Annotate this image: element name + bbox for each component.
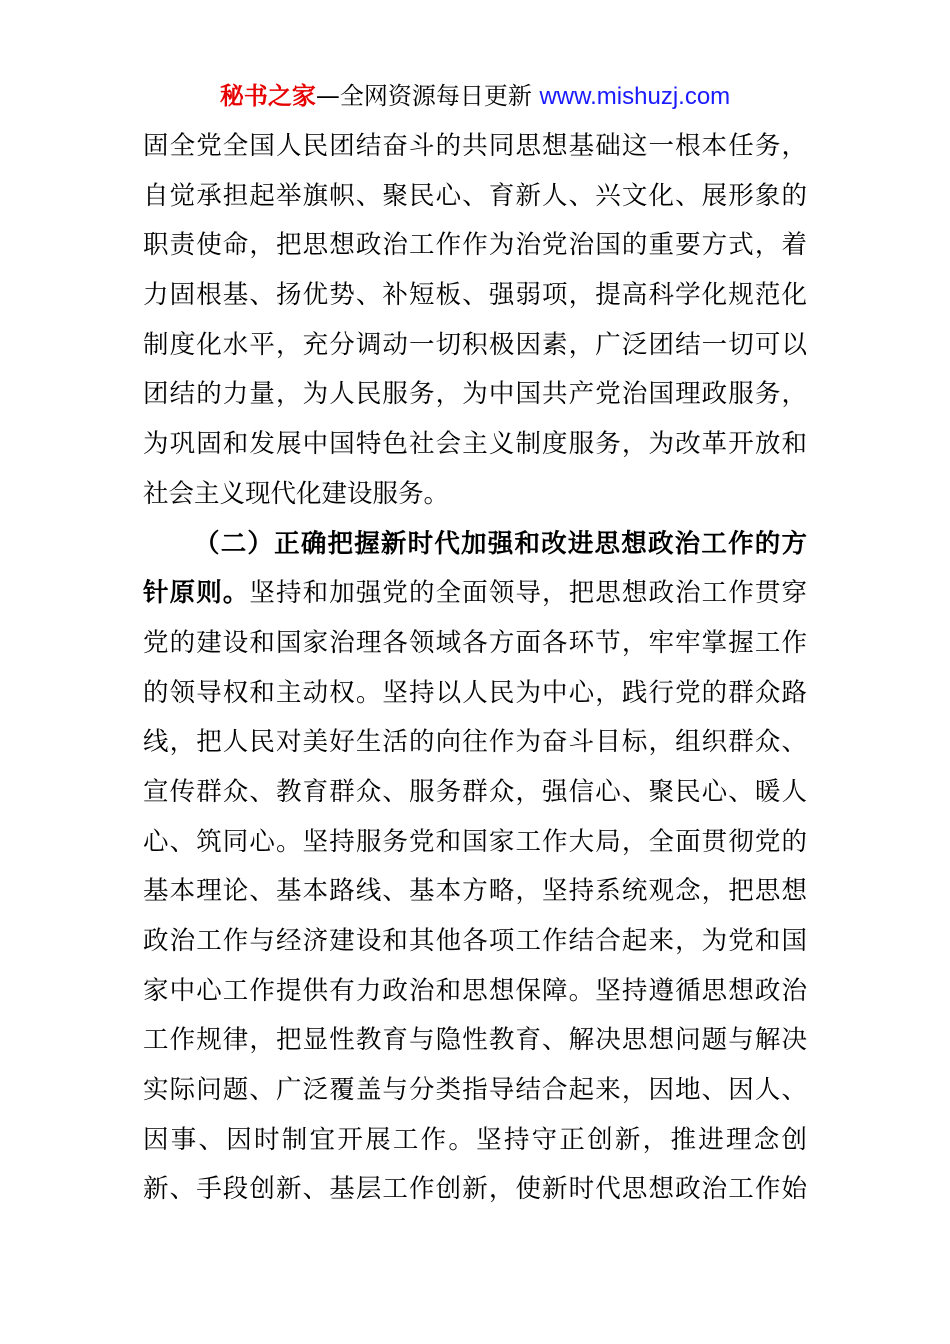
text-line-rest: 坚持和加强党的全面领导，把思想政治工作贯穿	[249, 578, 807, 609]
text-line: 的领导权和主动权。坚持以人民为中心，践行党的群众路	[143, 677, 807, 708]
paragraph-2	[143, 520, 807, 1216]
text-line: 自觉承担起举旗帜、聚民心、育新人、兴文化、展形象的	[143, 180, 807, 211]
paragraph-1	[143, 122, 807, 520]
text-line: 家中心工作提供有力政治和思想保障。坚持遵循思想政治	[143, 975, 807, 1006]
text-line: 实际问题、广泛覆盖与分类指导结合起来，因地、因人、	[143, 1075, 807, 1106]
text-line: 职责使命，把思想政治工作作为治党治国的重要方式，着	[143, 230, 807, 261]
text-line: 制度化水平，充分调动一切积极因素，广泛团结一切可以	[143, 329, 807, 360]
text-line: 基本理论、基本路线、基本方略，坚持系统观念，把思想	[143, 876, 807, 907]
text-line: 宣传群众、教育群众、服务群众，强信心、聚民心、暖人	[143, 776, 807, 807]
site-brand: 秘书之家	[219, 82, 316, 110]
text-line: 工作规律，把显性教育与隐性教育、解决思想问题与解决	[143, 1025, 807, 1056]
text-line: 团结的力量，为人民服务，为中国共产党治国理政服务，	[143, 379, 807, 410]
text-line: 力固根基、扬优势、补短板、强弱项，提高科学化规范化	[143, 280, 807, 311]
document-body	[143, 122, 807, 1215]
text-line	[143, 569, 807, 619]
text-line: 心、筑同心。坚持服务党和国家工作大局，全面贯彻党的	[143, 826, 807, 857]
text-line: 线，把人民对美好生活的向往作为奋斗目标，组织群众、	[143, 727, 807, 758]
site-url-link[interactable]: www.mishuzj.com	[539, 83, 731, 110]
site-header	[0, 80, 950, 113]
text-line: 为巩固和发展中国特色社会主义制度服务，为改革开放和	[143, 429, 807, 460]
text-line: 政治工作与经济建设和其他各项工作结合起来，为党和国	[143, 926, 807, 956]
text-line: 新、手段创新、基层工作创新，使新时代思想政治工作始	[143, 1174, 807, 1205]
site-tagline: —全网资源每日更新	[315, 82, 540, 110]
text-line: 因事、因时制宜开展工作。坚持守正创新，推进理念创	[143, 1124, 807, 1155]
text-line: 党的建设和国家治理各领域各方面各环节，牢牢掌握工作	[143, 627, 807, 658]
section-heading: （二）正确把握新时代加强和改进思想政治工作的方	[194, 528, 807, 559]
section-heading-end: 针原则。	[143, 578, 250, 609]
text-line: 社会主义现代化建设服务。	[143, 478, 450, 509]
text-line: 固全党全国人民团结奋斗的共同思想基础这一根本任务，	[143, 131, 807, 161]
